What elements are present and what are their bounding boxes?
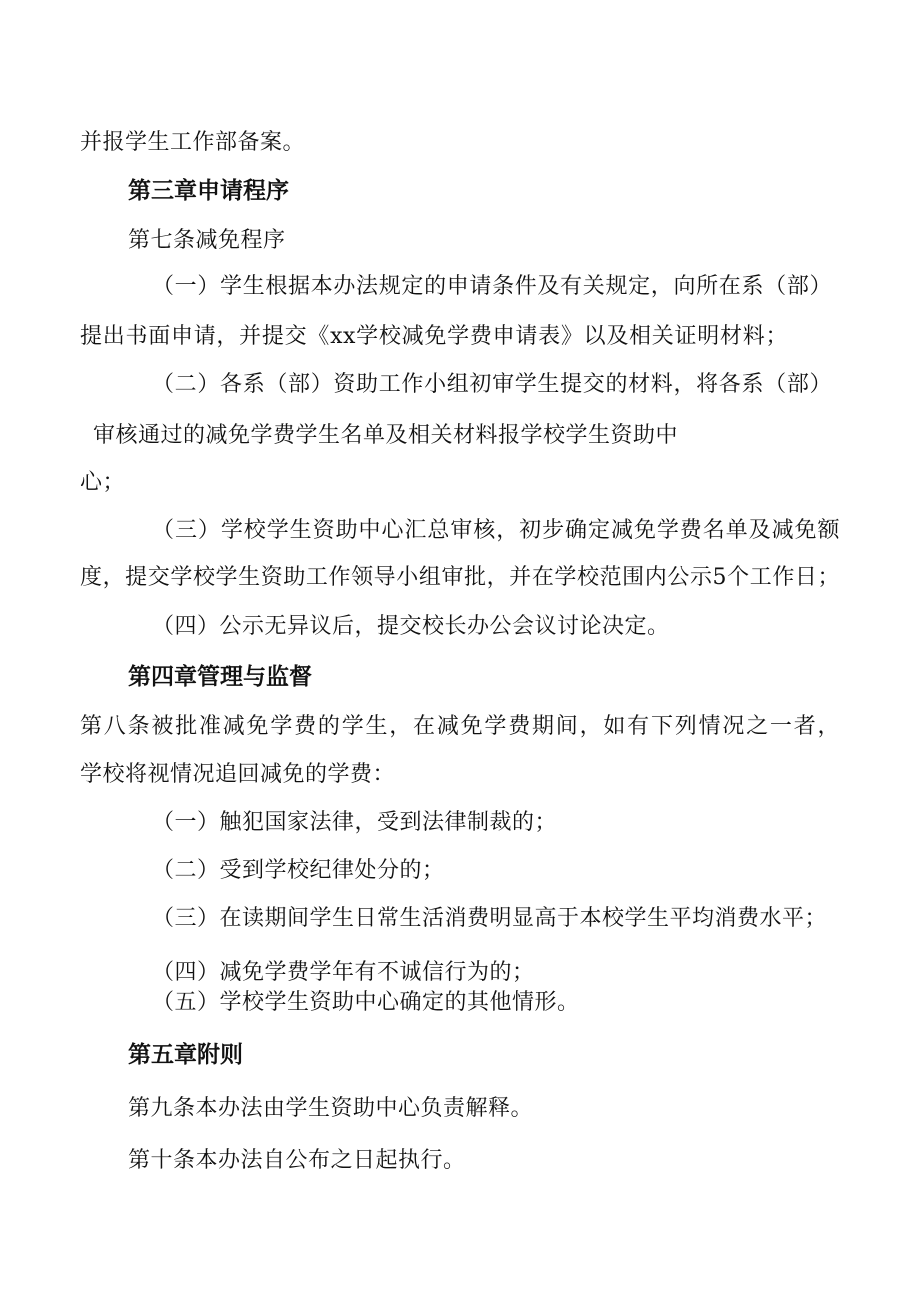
paragraph-line: （二）各系（部）资助工作小组初审学生提交的材料，将各系（部） — [152, 372, 832, 397]
list-item: （四）减免学费学年有不诚信行为的； — [152, 960, 535, 985]
article-10: 第十条本办法自公布之日起执行。 — [128, 1148, 466, 1173]
chapter-heading-5: 第五章附则 — [128, 1042, 243, 1068]
paragraph-line: （一）学生根据本办法规定的申请条件及有关规定，向所在系（部） — [152, 274, 832, 299]
paragraph-line: 提出书面申请，并提交《xx学校减免学费申请表》以及相关证明材料； — [80, 324, 788, 349]
chapter-heading-4: 第四章管理与监督 — [128, 664, 312, 690]
article-9: 第九条本办法由学生资助中心负责解释。 — [128, 1096, 534, 1121]
list-item: （五）学校学生资助中心确定的其他情形。 — [152, 990, 580, 1015]
paragraph-line: 学校将视情况追回减免的学费： — [80, 762, 396, 787]
chapter-heading-3: 第三章申请程序 — [128, 178, 289, 204]
paragraph-line: （四）公示无异议后，提交校长办公会议讨论决定。 — [152, 614, 670, 639]
article-7-title: 第七条减免程序 — [128, 228, 286, 253]
list-item: （二）受到学校纪律处分的； — [152, 858, 445, 883]
paragraph-line: 并报学生工作部备案。 — [80, 130, 306, 155]
paragraph-line: 第八条被批准减免学费的学生，在减免学费期间，如有下列情况之一者， — [80, 714, 840, 739]
paragraph-line: 审核通过的减免学费学生名单及相关材料报学校学生资助中 — [93, 423, 679, 448]
paragraph-line: 心； — [80, 470, 126, 495]
list-item: （一）触犯国家法律，受到法律制裁的； — [152, 810, 558, 835]
paragraph-line: 度，提交学校学生资助工作领导小组审批，并在学校范围内公示5个工作日； — [80, 565, 840, 590]
list-item: （三）在读期间学生日常生活消费明显高于本校学生平均消费水平； — [152, 906, 828, 931]
paragraph-line: （三）学校学生资助中心汇总审核，初步确定减免学费名单及减免额 — [152, 518, 840, 543]
